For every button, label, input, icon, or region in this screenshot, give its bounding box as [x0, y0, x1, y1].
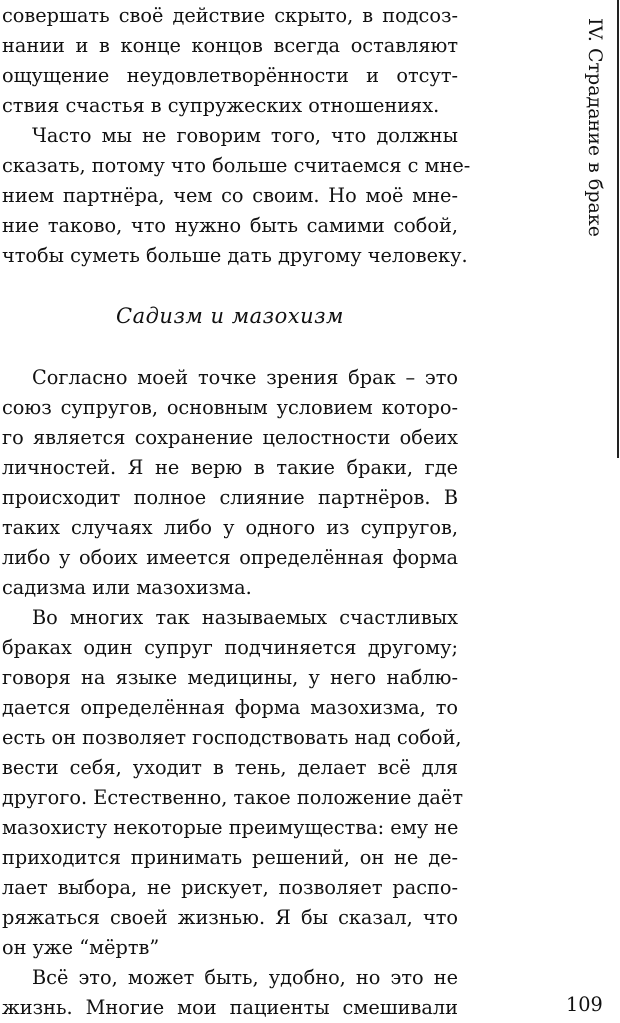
text-line: жизнь. Многие мои пациенты смешивали [2, 996, 458, 1019]
text-line: союз супругов, основным условием которо- [2, 396, 458, 419]
text-line: другого. Естественно, такое положение даёт [2, 786, 463, 809]
page-number: 109 [566, 993, 603, 1016]
text-line: Согласно моей точке зрения брак – это [32, 366, 458, 389]
text-line: ствия счастья в супружеских отношениях. [2, 94, 440, 117]
text-line: он уже “мёртв” [2, 936, 160, 959]
text-line: ощущение неудовлетворённости и отсут- [2, 64, 458, 87]
section-heading: Садизм и мазохизм [116, 304, 344, 328]
text-line: вести себя, уходит в тень, делает всё для [2, 756, 458, 779]
text-line: чтобы суметь больше дать другому человеку. [2, 244, 468, 267]
running-head: IV. Страдание в браке [584, 18, 606, 237]
text-line: совершать своё действие скрыто, в подсоз- [2, 4, 458, 27]
margin-rule [617, 0, 619, 458]
text-line: есть он позволяет господствовать над собой, [2, 726, 462, 749]
text-line: дается определённая форма мазохизма, то [2, 696, 458, 719]
text-line: личностей. Я не верю в такие браки, где [2, 456, 458, 479]
text-line: ряжаться своей жизнью. Я бы сказал, что [2, 906, 458, 929]
text-line: нании и в конце концов всегда оставляют [2, 34, 458, 57]
text-line: говоря на языке медицины, у него наблю- [2, 666, 458, 689]
text-line: го является сохранение целостности обеих [2, 426, 458, 449]
text-line: ние таково, что нужно быть самими собой, [2, 214, 458, 237]
text-line: браках один супруг подчиняется другому; [2, 636, 458, 659]
text-line: Во многих так называемых счастливых [32, 606, 458, 629]
text-line: нием партнёра, чем со своим. Но моё мне- [2, 184, 458, 207]
text-line: Часто мы не говорим того, что должны [32, 124, 458, 147]
text-line: происходит полное слияние партнёров. В [2, 486, 458, 509]
text-line: Всё это, может быть, удобно, но это не [32, 966, 458, 989]
text-line: садизма или мазохизма. [2, 576, 252, 599]
text-line: таких случаях либо у одного из супругов, [2, 516, 458, 539]
text-line: лает выбора, не рискует, позволяет распо- [2, 876, 458, 899]
text-line: либо у обоих имеется определённая форма [2, 546, 458, 569]
text-line: сказать, потому что больше считаемся с мне- [2, 154, 471, 177]
text-line: приходится принимать решений, он не де- [2, 846, 458, 869]
text-line: мазохисту некоторые преимущества: ему не [2, 816, 459, 839]
